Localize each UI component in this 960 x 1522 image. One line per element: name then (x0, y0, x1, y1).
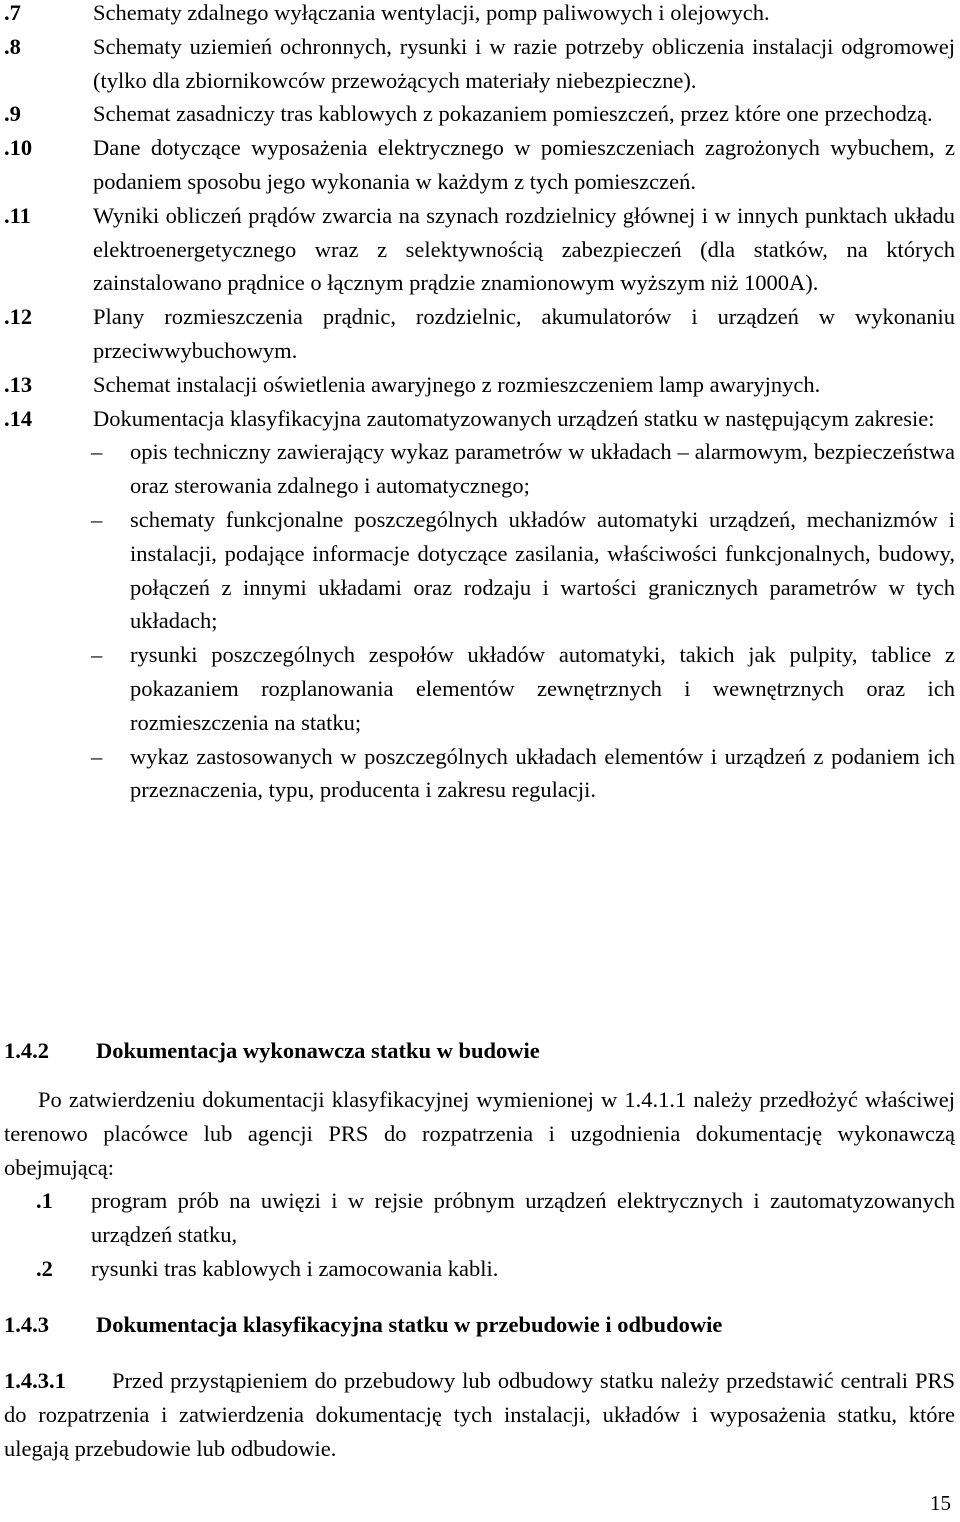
subsection-1431 (4, 1364, 955, 1465)
dash-bullet: – (91, 506, 103, 532)
dash-item-text: opis techniczny zawierający wykaz parametrów w układach – alarmowym, bezpieczeństwa oraz sterowania zdalnego i automatycznego; (130, 439, 955, 499)
list-item (0, 131, 955, 199)
dash-list-item (93, 503, 955, 638)
section-title: Dokumentacja wykonawcza statku w budowie (96, 1038, 540, 1063)
list-item (0, 402, 955, 808)
item-text: Schemat instalacji oświetlenia awaryjnego z rozmieszczeniem lamp awaryjnych. (93, 371, 821, 397)
item-text: rysunki tras kablowych i zamocowania kabli. (91, 1255, 499, 1281)
section-number: 1.4.3 (4, 1312, 49, 1337)
dash-item-text: rysunki poszczególnych zespołów układów automatyki, takich jak pulpity, tablice z pokazaniem rozplanowania elementów zewnętrznych i wewnętrznych oraz ich rozmieszczenia na statku; (130, 642, 955, 735)
section-heading-142 (4, 1034, 540, 1068)
item-text: Dane dotyczące wyposażenia elektrycznego w pomieszczeniach zagrożonych wybuchem, z podaniem sposobu jego wykonania w każdym z tych pomieszczeń. (93, 135, 955, 194)
item-text: Wyniki obliczeń prądów zwarcia na szynach rozdzielnicy głównej i w innych punktach układu elektroenergetycznego wraz z selektywnością zabezpieczeń (dla statków, na których zainstalowano prądnice o łącznym prądzie znamionowym wyższym niż 1000A). (93, 202, 955, 296)
item-number: .12 (4, 304, 33, 330)
dash-list-item (93, 740, 955, 808)
dash-list (93, 435, 955, 807)
item-text: Dokumentacja klasyfikacyjna zautomatyzowanych urządzeń statku w następującym zakresie: (93, 405, 935, 431)
list-item (0, 300, 955, 368)
dash-list-item (93, 435, 955, 503)
section-number: 1.4.2 (4, 1038, 49, 1063)
item-number: .14 (4, 405, 33, 431)
item-number: .9 (4, 101, 21, 127)
section-142-list (0, 1184, 955, 1285)
item-number: .13 (4, 371, 33, 397)
paragraph-text: Po zatwierdzeniu dokumentacji klasyfikacyjnej wymienionej w 1.4.1.1 należy przedłożyć właściwej terenowo placówce lub agencji PRS do rozpatrzenia i uzgodnienia dokumentację wykonawczą obejmującą: (4, 1087, 955, 1180)
section-title: Dokumentacja klasyfikacyjna statku w przebudowie i odbudowie (96, 1312, 723, 1337)
item-number: .11 (4, 202, 31, 228)
section-heading-143 (4, 1308, 722, 1342)
item-number: .1 (36, 1188, 53, 1213)
dash-bullet: – (91, 743, 103, 769)
item-number: .8 (4, 33, 21, 59)
item-text: program prób na uwięzi i w rejsie próbnym urządzeń elektrycznych i zautomatyzowanych urządzeń statku, (91, 1188, 955, 1247)
item-text: Schematy uziemień ochronnych, rysunki i w razie potrzeby obliczenia instalacji odgromowej (tylko dla zbiornikowców przewożących materiały niebezpieczne). (93, 33, 955, 93)
list-item (0, 1184, 955, 1252)
item-number: .7 (4, 0, 21, 25)
dash-bullet: – (91, 439, 103, 465)
page-number: 15 (930, 1491, 951, 1515)
item-number: .10 (4, 135, 33, 161)
list-item (0, 97, 955, 131)
subsection-number: 1.4.3.1 (4, 1368, 66, 1393)
list-item (0, 1252, 955, 1286)
dash-item-text: schematy funkcjonalne poszczególnych układów automatyki urządzeń, mechanizmów i instalacji, podające informacje dotyczące zasilania, właściwości funkcjonalnych, budowy, połączeń z innymi układami oraz rodzaju i wartości granicznych parametrów w tych układach; (130, 506, 955, 634)
list-item (0, 0, 955, 30)
list-item (0, 368, 955, 402)
list-item (0, 30, 955, 98)
section-paragraph (4, 1083, 955, 1184)
dash-item-text: wykaz zastosowanych w poszczególnych układach elementów i urządzeń z podaniem ich przeznaczenia, typu, producenta i zakresu regulacji. (130, 743, 955, 803)
item-number: .2 (36, 1255, 53, 1281)
item-text: Schemat zasadniczy tras kablowych z pokazaniem pomieszczeń, przez które one przechodzą. (93, 101, 933, 127)
dash-list-item (93, 638, 955, 739)
list-item (0, 199, 955, 300)
dash-bullet: – (91, 642, 103, 668)
subsection-text: Przed przystąpieniem do przebudowy lub odbudowy statku należy przedstawić centrali PRS do rozpatrzenia i zatwierdzenia dokumentację tych instalacji, układów i wyposażenia statku, które ulegają przebudowie lub odbudowie. (4, 1368, 955, 1461)
item-text: Schematy zdalnego wyłączania wentylacji, pomp paliwowych i olejowych. (93, 0, 770, 25)
item-text: Plany rozmieszczenia prądnic, rozdzielnic, akumulatorów i urządzeń w wykonaniu przeciwwybuchowym. (93, 304, 955, 363)
